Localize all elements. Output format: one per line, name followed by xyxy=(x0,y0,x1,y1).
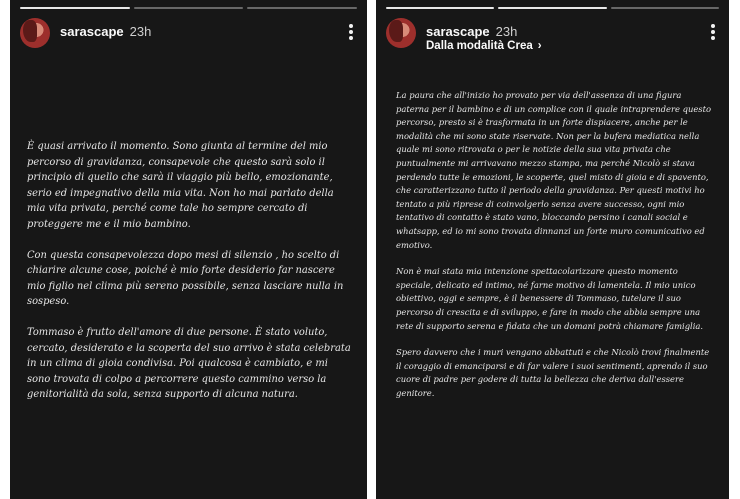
story-paragraph: La paura che all'inizio ho provato per via dell'assenza di una figura paterna per il bambino e di un complice con il quale intraprendere questo percorso, presto si è trasformata in un forte dispiacere, anche per le modalità che mi sono state riservate. Non per la bufera mediatica nella quale mi sono ritrovata o per le notizie della sua vita privata che puntualmente mi arrivavano mezzo stampa, ma perché Nicolò si stava perdendo tutte le emozioni, le scoperte, quel misto di gioia e di spavento, che caratterizzano tutto il periodo della gravidanza. Per questi motivi ho tentato a più riprese di coinvolgerlo senza avere successo, ogni mio tentativo di contatto è stato vano, bloccando persino i canali social e whatsapp, ed io mi sono trovata dinnanzi un forte muro comunicativo ed emotivo. xyxy=(396,90,711,250)
avatar[interactable] xyxy=(386,18,416,48)
progress-segment-3 xyxy=(247,7,357,9)
post-time: 23h xyxy=(129,24,152,39)
progress-segment-1 xyxy=(386,7,494,9)
story-paragraph: Con questa consapevolezza dopo mesi di silenzio , ho scelto di chiarire alcune cose, poiché è mio forte desiderio far nascere mio figlio nel clima più sereno possibile, senza lasciare nulla in sospeso. xyxy=(27,249,344,308)
story-paragraph: Spero davvero che i muri vengano abbattuti e che Nicolò trovi finalmente il coraggio di emanciparsi e di far valere i suoi sentimenti, aprendo il suo cuore di padre per godere di tutta la bellezza che deriva dall'essere genitore. xyxy=(396,347,710,398)
story-panel-1[interactable] xyxy=(10,0,367,499)
post-time: 23h xyxy=(495,24,518,39)
progress-segment-2 xyxy=(498,7,606,9)
progress-segment-3 xyxy=(611,7,719,9)
create-mode-label: Dalla modalità Crea xyxy=(426,40,533,52)
more-options-icon[interactable] xyxy=(347,24,355,44)
more-options-icon[interactable] xyxy=(709,24,717,44)
username[interactable] xyxy=(426,24,517,39)
create-mode-link[interactable] xyxy=(426,40,542,52)
username-text[interactable]: sarascape xyxy=(426,24,490,39)
story-header xyxy=(386,18,719,50)
story-panel-2[interactable] xyxy=(376,0,729,499)
username[interactable] xyxy=(60,24,151,39)
story-header xyxy=(20,18,357,50)
story-paragraph: Non è mai stata mia intenzione spettacolarizzare questo momento speciale, delicato ed intimo, né farne motivo di lamentela. Il mio unico obiettivo, oggi e sempre, è il benessere di Tommaso, tutelare il suo percorso di crescita e di sviluppo, e fare in modo che abbia sempre una rete di supporto serena e fidata che un domani potrà chiamare famiglia. xyxy=(396,266,704,331)
progress-segment-1 xyxy=(20,7,130,9)
progress-segment-2 xyxy=(134,7,244,9)
chevron-right-icon: › xyxy=(537,40,542,52)
username-text[interactable]: sarascape xyxy=(60,24,124,39)
story-progress-bar xyxy=(386,7,719,9)
story-paragraph: È quasi arrivato il momento. Sono giunta al termine del mio percorso di gravidanza, consapevole che questo sarà solo il principio di quello che sarà il viaggio più bello, emozionante, serio ed impegnativo della mia vita. Non ho mai parlato della mia vita privata, perché come tale ho sempre cercato di proteggere me e il mio bambino. xyxy=(27,141,334,230)
story-text xyxy=(27,139,354,403)
story-progress-bar xyxy=(20,7,357,9)
avatar[interactable] xyxy=(20,18,50,48)
story-paragraph: Tommaso è frutto dell'amore di due persone. È stato voluto, cercato, desiderato e la scoperta del suo arrivo è stata celebrata in un clima di gioia condivisa. Poi qualcosa è cambiato, e mi sono trovata di colpo a percorrere questo cammino verso la genitorialità da sola, senza supporto di alcuna natura. xyxy=(27,326,351,401)
story-text xyxy=(396,89,714,400)
